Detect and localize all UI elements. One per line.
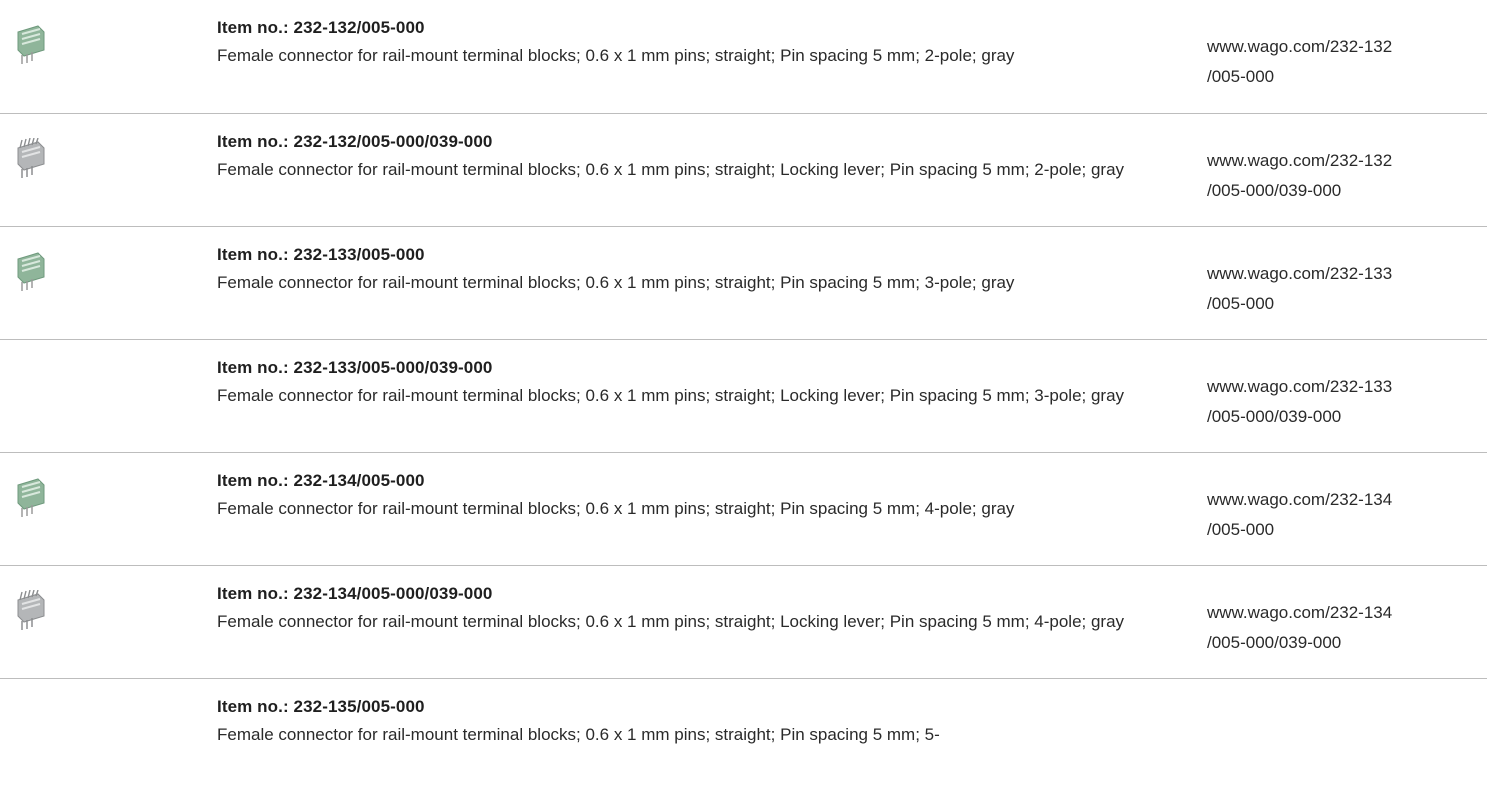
list-item [0, 339, 1487, 452]
product-link-line1: www.wago.com/232-132 [1207, 37, 1393, 56]
green-connector-icon[interactable] [12, 477, 48, 519]
product-link-line1: www.wago.com/232-133 [1207, 377, 1393, 396]
item-description: Female connector for rail-mount terminal blocks; 0.6 x 1 mm pins; straight; Pin spacing 5 mm; 4-pole; gray [217, 499, 1015, 518]
item-number: Item no.: 232-132/005-000/039-000 [217, 132, 493, 151]
item-description: Female connector for rail-mount terminal blocks; 0.6 x 1 mm pins; straight; Pin spacing 5 mm; 2-pole; gray [217, 46, 1015, 65]
item-info [217, 244, 1167, 297]
item-description: Female connector for rail-mount terminal blocks; 0.6 x 1 mm pins; straight; Locking lever; Pin spacing 5 mm; 4-pole; gray [217, 612, 1125, 631]
gray-connector-lever-icon[interactable] [12, 138, 48, 180]
product-link[interactable] [1207, 259, 1407, 319]
product-link[interactable] [1207, 146, 1407, 206]
list-item [0, 226, 1487, 339]
product-link-line2: /005-000 [1207, 294, 1275, 313]
item-info [217, 131, 1167, 184]
list-item [0, 0, 1487, 113]
product-link-line1: www.wago.com/232-133 [1207, 264, 1393, 283]
item-number: Item no.: 232-133/005-000 [217, 245, 425, 264]
item-info [217, 470, 1167, 523]
item-number: Item no.: 232-134/005-000 [217, 471, 425, 490]
product-link-line1: www.wago.com/232-134 [1207, 490, 1393, 509]
product-link[interactable] [1207, 372, 1407, 432]
green-connector-icon[interactable] [12, 251, 48, 293]
item-description: Female connector for rail-mount terminal blocks; 0.6 x 1 mm pins; straight; Pin spacing 5 mm; 3-pole; gray [217, 273, 1015, 292]
list-item [0, 113, 1487, 226]
item-number: Item no.: 232-132/005-000 [217, 18, 425, 37]
green-connector-icon[interactable] [12, 24, 48, 66]
item-info [217, 17, 1167, 70]
product-link-line2: /005-000/039-000 [1207, 407, 1342, 426]
item-number: Item no.: 232-135/005-000 [217, 697, 425, 716]
item-number: Item no.: 232-134/005-000/039-000 [217, 584, 493, 603]
list-item [0, 678, 1487, 791]
product-link[interactable] [1207, 32, 1407, 92]
product-link[interactable] [1207, 485, 1407, 545]
product-link-line2: /005-000 [1207, 67, 1275, 86]
item-description: Female connector for rail-mount terminal blocks; 0.6 x 1 mm pins; straight; Locking lever; Pin spacing 5 mm; 2-pole; gray [217, 160, 1125, 179]
list-item [0, 565, 1487, 678]
item-info [217, 583, 1167, 636]
item-info [217, 357, 1167, 410]
item-description: Female connector for rail-mount terminal blocks; 0.6 x 1 mm pins; straight; Pin spacing 5 mm; 5- [217, 725, 940, 744]
product-link-line1: www.wago.com/232-134 [1207, 603, 1393, 622]
list-item [0, 452, 1487, 565]
item-number: Item no.: 232-133/005-000/039-000 [217, 358, 493, 377]
item-info [217, 696, 1167, 749]
product-link-line1: www.wago.com/232-132 [1207, 151, 1393, 170]
product-link-line2: /005-000/039-000 [1207, 181, 1342, 200]
item-description: Female connector for rail-mount terminal blocks; 0.6 x 1 mm pins; straight; Locking lever; Pin spacing 5 mm; 3-pole; gray [217, 386, 1125, 405]
product-link-line2: /005-000/039-000 [1207, 633, 1342, 652]
product-link[interactable] [1207, 598, 1407, 658]
product-link-line2: /005-000 [1207, 520, 1275, 539]
gray-connector-lever-icon[interactable] [12, 590, 48, 632]
